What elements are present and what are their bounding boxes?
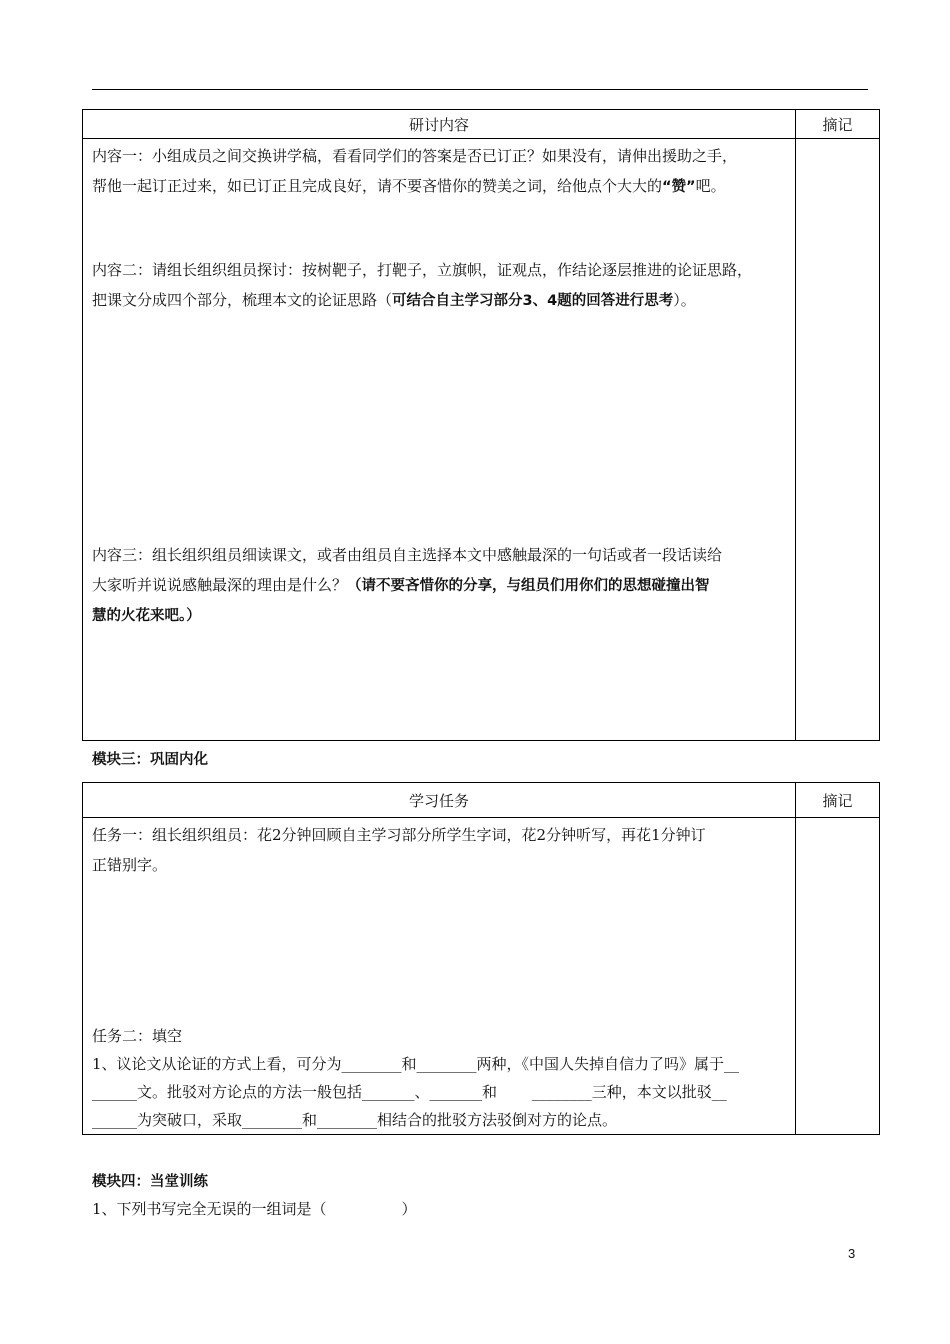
task-table — [82, 782, 880, 1135]
discussion-content-cell — [83, 139, 796, 741]
notes-header: 摘记 — [796, 110, 880, 139]
page-number: 3 — [848, 1246, 856, 1261]
header-rule — [92, 89, 868, 90]
question-1: 1、下列书写完全无误的一组词是（ ） — [92, 1200, 417, 1218]
module-4-title: 模块四：当堂训练 — [92, 1174, 208, 1190]
discussion-item-2: 内容二：请组长组织组员探讨：按树靶子，打靶子，立旗帜，证观点，作结论逐层推进的论证思路， 把课文分成四个部分，梳理本文的论证思路（可结合自主学习部分3、4题的回答进行思考）。 — [92, 261, 753, 309]
discussion-notes-cell — [796, 139, 880, 741]
module-3-title: 模块三：巩固内化 — [92, 752, 208, 768]
discussion-table — [82, 109, 880, 741]
task-header: 学习任务 — [83, 783, 796, 818]
task-2: 任务二：填空 1、议论文从论证的方式上看，可分为________和________两种，《中国人失掉自信力了吗》属于__ ______文。批驳对方论点的方法一般包括_______、_______和 ________三种，本文以批驳__ ______为突破口，采取________和________相结合的批驳方法驳倒对方的论点。 — [92, 1027, 740, 1129]
discussion-item-1: 内容一：小组成员之间交换讲学稿，看看同学们的答案是否已订正？如果没有，请伸出援助之手， 帮他一起订正过来，如已订正且完成良好，请不要吝惜你的赞美之词，给他点个大大的“赞”吧。 — [92, 147, 738, 195]
task-1: 任务一：组长组织组员：花2分钟回顾自主学习部分所学生字词，花2分钟听写，再花1分钟订 正错别字。 — [92, 826, 706, 874]
discussion-header: 研讨内容 — [83, 110, 796, 139]
task-notes-cell — [796, 818, 880, 1135]
discussion-item-3: 内容三：组长组织组员细读课文，或者由组员自主选择本文中感触最深的一句话或者一段话读给 大家听并说说感触最深的理由是什么？（请不要吝惜你的分享，与组员们用你们的思想碰撞出智 慧的火花来吧。） — [92, 546, 723, 624]
task-content-cell — [83, 818, 796, 1135]
task-notes-header: 摘记 — [796, 783, 880, 818]
